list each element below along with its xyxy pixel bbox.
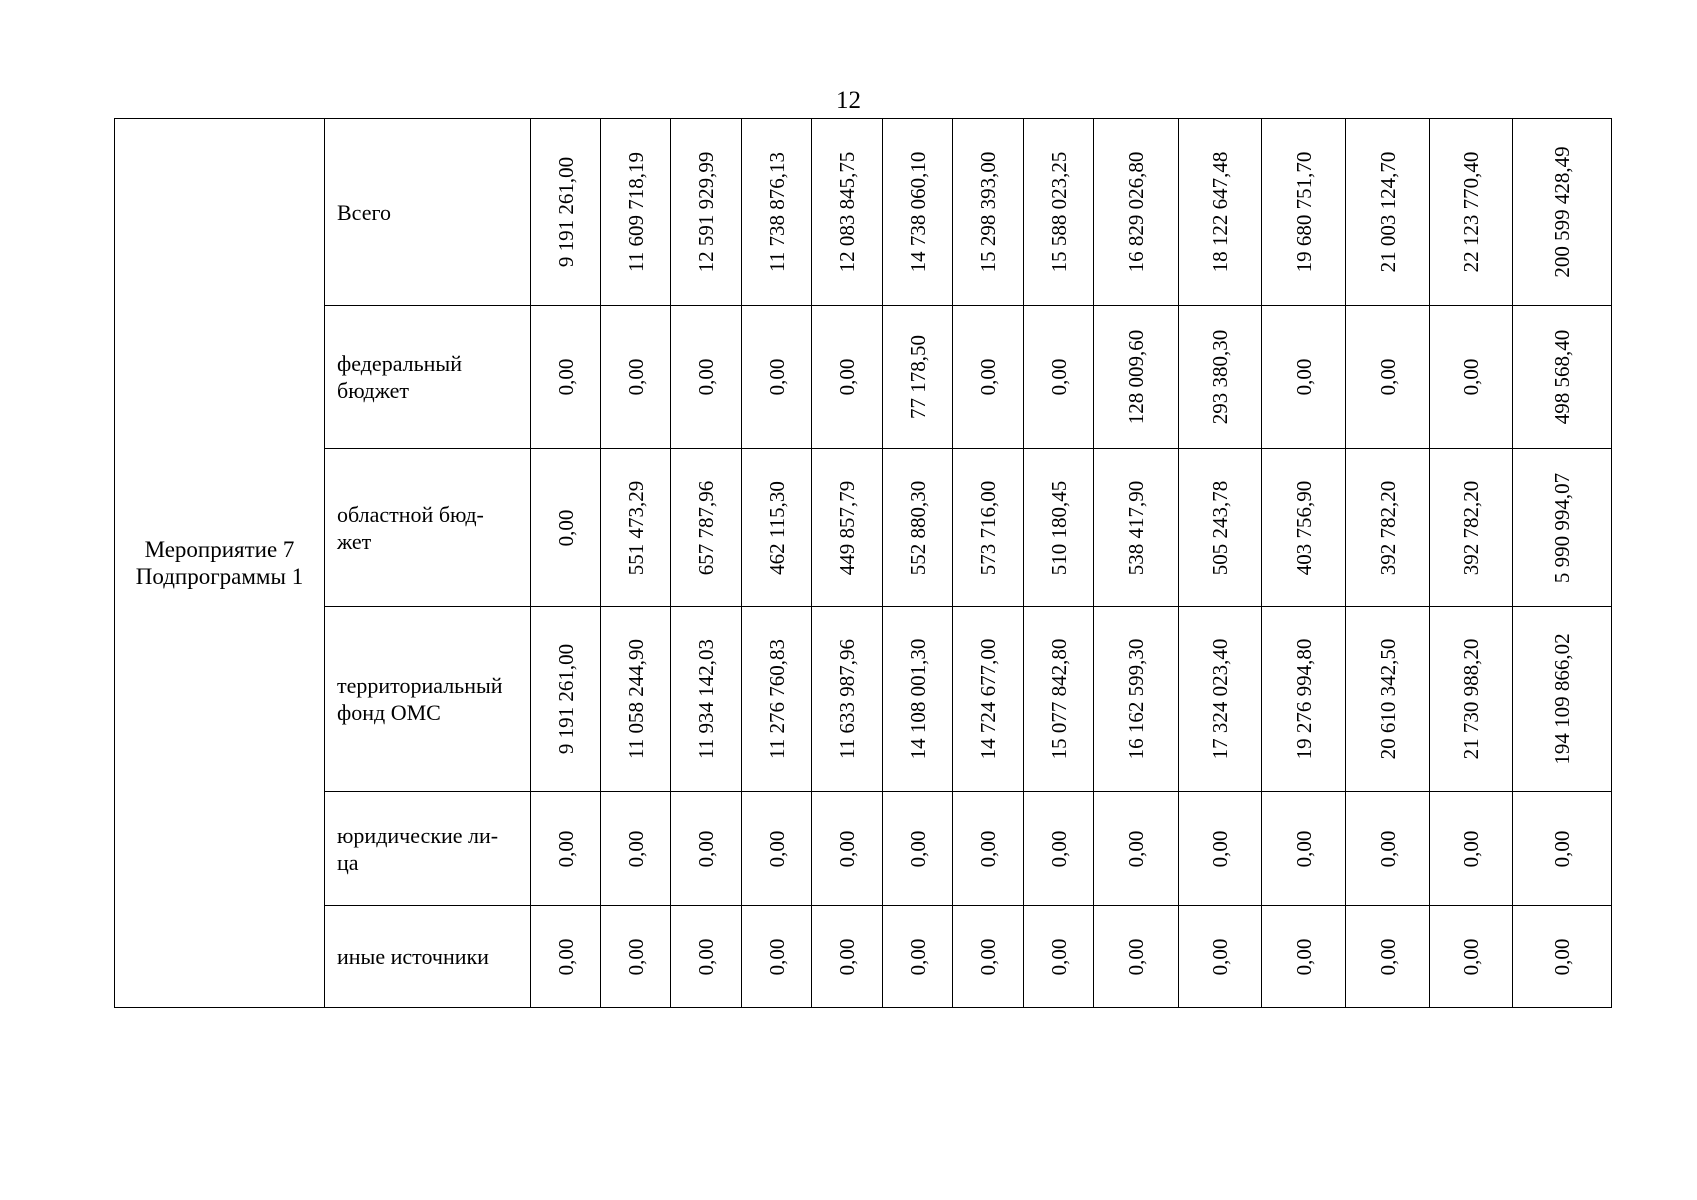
event-name-line: Мероприятие 7 bbox=[144, 537, 295, 562]
amount-cell bbox=[1346, 449, 1430, 607]
event-name-cell bbox=[115, 119, 325, 1008]
amount-cell bbox=[742, 607, 812, 792]
amount-cell bbox=[1179, 449, 1262, 607]
amount-value: 0,00 bbox=[694, 938, 718, 975]
amount-cell bbox=[1513, 607, 1612, 792]
amount-value: 14 724 677,00 bbox=[976, 638, 1000, 760]
amount-cell bbox=[601, 306, 671, 449]
amount-value: 0,00 bbox=[1046, 358, 1071, 396]
funding-source-label: Всего bbox=[337, 199, 391, 225]
table-row bbox=[115, 449, 1612, 607]
amount-cell bbox=[1346, 906, 1430, 1008]
funding-source-cell bbox=[325, 906, 531, 1008]
amount-cell bbox=[883, 792, 953, 906]
amount-value: 0,00 bbox=[623, 938, 648, 975]
amount-cell bbox=[953, 119, 1024, 306]
amount-cell bbox=[1346, 792, 1430, 906]
amount-value: 21 730 988,20 bbox=[1459, 638, 1483, 760]
amount-value: 0,00 bbox=[1550, 938, 1574, 975]
amount-value: 15 298 393,00 bbox=[976, 151, 1000, 273]
amount-cell bbox=[812, 607, 883, 792]
amount-value: 0,00 bbox=[1375, 938, 1400, 975]
amount-cell bbox=[1179, 792, 1262, 906]
table-row bbox=[115, 119, 1612, 306]
amount-value: 9 191 261,00 bbox=[553, 156, 578, 268]
amount-value: 0,00 bbox=[764, 938, 789, 975]
amount-cell bbox=[1346, 306, 1430, 449]
amount-cell bbox=[1513, 906, 1612, 1008]
amount-value: 657 787,96 bbox=[694, 480, 718, 575]
table-row bbox=[115, 306, 1612, 449]
amount-cell bbox=[1262, 906, 1346, 1008]
amount-value: 16 829 026,80 bbox=[1124, 151, 1148, 273]
amount-cell bbox=[883, 906, 953, 1008]
funding-source-label: ца bbox=[337, 849, 359, 875]
amount-value: 0,00 bbox=[835, 938, 859, 975]
amount-value: 0,00 bbox=[553, 509, 578, 546]
amount-cell bbox=[953, 607, 1024, 792]
amount-value: 11 934 142,03 bbox=[694, 639, 718, 759]
amount-cell bbox=[1513, 792, 1612, 906]
amount-value: 0,00 bbox=[1291, 938, 1316, 975]
amount-cell bbox=[1094, 306, 1179, 449]
amount-cell bbox=[1024, 449, 1094, 607]
amount-value: 0,00 bbox=[1124, 830, 1148, 867]
amount-value: 0,00 bbox=[976, 830, 1000, 867]
amount-cell bbox=[1094, 792, 1179, 906]
amount-value: 293 380,30 bbox=[1208, 329, 1232, 425]
amount-value: 14 108 001,30 bbox=[905, 638, 930, 760]
amount-value: 0,00 bbox=[1208, 938, 1232, 975]
table-row bbox=[115, 792, 1612, 906]
amount-value: 573 716,00 bbox=[976, 480, 1000, 575]
amount-cell bbox=[1262, 792, 1346, 906]
amount-value: 0,00 bbox=[1375, 358, 1400, 396]
amount-cell bbox=[953, 306, 1024, 449]
amount-value: 0,00 bbox=[1459, 358, 1483, 396]
amount-value: 0,00 bbox=[553, 938, 578, 975]
amount-value: 11 609 718,19 bbox=[623, 152, 648, 272]
amount-value: 21 003 124,70 bbox=[1375, 151, 1400, 273]
amount-value: 11 058 244,90 bbox=[623, 639, 648, 759]
amount-cell bbox=[1430, 119, 1513, 306]
funding-source-cell bbox=[325, 792, 531, 906]
amount-cell bbox=[1179, 306, 1262, 449]
amount-cell bbox=[601, 792, 671, 906]
amount-value: 505 243,78 bbox=[1208, 480, 1232, 575]
amount-cell bbox=[1513, 119, 1612, 306]
amount-value: 0,00 bbox=[976, 358, 1000, 396]
amount-cell bbox=[953, 906, 1024, 1008]
amount-value: 462 115,30 bbox=[764, 480, 789, 575]
amount-cell bbox=[1430, 607, 1513, 792]
amount-cell bbox=[601, 449, 671, 607]
amount-cell bbox=[1346, 119, 1430, 306]
amount-cell bbox=[1094, 449, 1179, 607]
amount-value: 22 123 770,40 bbox=[1459, 151, 1483, 273]
amount-value: 0,00 bbox=[553, 830, 578, 867]
amount-value: 403 756,90 bbox=[1291, 480, 1316, 575]
funding-source-label: жет bbox=[337, 528, 372, 554]
amount-cell bbox=[1430, 792, 1513, 906]
amount-value: 12 083 845,75 bbox=[835, 151, 859, 273]
amount-value: 20 610 342,50 bbox=[1375, 638, 1400, 760]
amount-value: 0,00 bbox=[835, 358, 859, 396]
amount-value: 11 633 987,96 bbox=[835, 639, 859, 759]
amount-value: 5 990 994,07 bbox=[1550, 472, 1574, 583]
amount-value: 0,00 bbox=[1291, 358, 1316, 396]
amount-cell bbox=[1024, 906, 1094, 1008]
amount-cell bbox=[883, 119, 953, 306]
funding-source-label: фонд ОМС bbox=[337, 700, 441, 725]
amount-value: 77 178,50 bbox=[905, 335, 930, 419]
amount-value: 0,00 bbox=[694, 358, 718, 396]
amount-cell bbox=[1094, 119, 1179, 306]
amount-cell bbox=[1430, 906, 1513, 1008]
amount-cell bbox=[742, 449, 812, 607]
amount-value: 9 191 261,00 bbox=[553, 643, 578, 755]
funding-source-label: юридические ли- bbox=[337, 822, 499, 848]
amount-cell bbox=[812, 906, 883, 1008]
amount-cell bbox=[671, 792, 742, 906]
amount-value: 0,00 bbox=[1046, 830, 1071, 867]
amount-value: 0,00 bbox=[623, 830, 648, 867]
amount-value: 0,00 bbox=[1291, 830, 1316, 867]
amount-value: 0,00 bbox=[764, 830, 789, 867]
amount-value: 11 738 876,13 bbox=[764, 152, 789, 272]
amount-value: 498 568,40 bbox=[1550, 329, 1574, 425]
amount-cell bbox=[883, 306, 953, 449]
amount-cell bbox=[1262, 607, 1346, 792]
amount-value: 18 122 647,48 bbox=[1208, 151, 1232, 273]
amount-value: 551 473,29 bbox=[623, 480, 648, 575]
amount-value: 19 276 994,80 bbox=[1291, 638, 1316, 760]
amount-cell bbox=[531, 449, 601, 607]
amount-value: 0,00 bbox=[1375, 830, 1400, 867]
amount-value: 0,00 bbox=[553, 358, 578, 396]
amount-cell bbox=[1024, 607, 1094, 792]
amount-value: 0,00 bbox=[694, 830, 718, 867]
amount-value: 0,00 bbox=[1208, 830, 1232, 867]
amount-cell bbox=[671, 607, 742, 792]
amount-cell bbox=[531, 906, 601, 1008]
amount-value: 392 782,20 bbox=[1459, 480, 1483, 575]
funding-source-label: областной бюд- bbox=[337, 501, 484, 527]
amount-value: 17 324 023,40 bbox=[1208, 638, 1232, 760]
event-name-line: Подпрограммы 1 bbox=[135, 564, 304, 589]
amount-cell bbox=[742, 119, 812, 306]
amount-cell bbox=[1346, 607, 1430, 792]
amount-value: 552 880,30 bbox=[905, 480, 930, 575]
amount-value: 0,00 bbox=[764, 358, 789, 396]
amount-value: 194 109 866,02 bbox=[1550, 633, 1574, 765]
table-row bbox=[115, 607, 1612, 792]
amount-value: 12 591 929,99 bbox=[694, 151, 718, 273]
funding-table bbox=[114, 118, 1612, 1008]
amount-cell bbox=[1262, 306, 1346, 449]
amount-cell bbox=[601, 906, 671, 1008]
amount-cell bbox=[671, 119, 742, 306]
funding-source-label: бюджет bbox=[337, 378, 409, 403]
amount-cell bbox=[812, 792, 883, 906]
amount-cell bbox=[1430, 306, 1513, 449]
amount-value: 0,00 bbox=[623, 358, 648, 396]
amount-value: 16 162 599,30 bbox=[1124, 638, 1148, 760]
amount-value: 15 588 023,25 bbox=[1046, 151, 1071, 273]
amount-cell bbox=[671, 449, 742, 607]
amount-cell bbox=[1262, 449, 1346, 607]
amount-cell bbox=[812, 119, 883, 306]
amount-value: 449 857,79 bbox=[835, 480, 859, 575]
amount-cell bbox=[1513, 306, 1612, 449]
amount-value: 0,00 bbox=[1459, 938, 1483, 975]
amount-cell bbox=[953, 449, 1024, 607]
amount-cell bbox=[812, 306, 883, 449]
amount-cell bbox=[953, 792, 1024, 906]
amount-value: 510 180,45 bbox=[1046, 480, 1071, 575]
amount-cell bbox=[531, 119, 601, 306]
amount-cell bbox=[671, 906, 742, 1008]
amount-value: 0,00 bbox=[976, 938, 1000, 975]
amount-value: 14 738 060,10 bbox=[905, 151, 930, 273]
amount-cell bbox=[1262, 119, 1346, 306]
amount-cell bbox=[742, 906, 812, 1008]
amount-cell bbox=[531, 607, 601, 792]
table-row bbox=[115, 906, 1612, 1008]
funding-source-label: иные источники bbox=[337, 944, 489, 969]
page-number: 12 bbox=[836, 87, 861, 114]
funding-source-cell bbox=[325, 449, 531, 607]
amount-cell bbox=[1024, 792, 1094, 906]
amount-cell bbox=[601, 607, 671, 792]
amount-cell bbox=[1179, 906, 1262, 1008]
amount-cell bbox=[1513, 449, 1612, 607]
funding-source-cell bbox=[325, 306, 531, 449]
amount-cell bbox=[742, 306, 812, 449]
funding-source-label: федеральный bbox=[337, 351, 462, 376]
amount-cell bbox=[1024, 119, 1094, 306]
amount-cell bbox=[1094, 906, 1179, 1008]
amount-value: 0,00 bbox=[1046, 938, 1071, 975]
amount-cell bbox=[883, 607, 953, 792]
funding-source-cell bbox=[325, 119, 531, 306]
amount-cell bbox=[883, 449, 953, 607]
amount-value: 0,00 bbox=[1124, 938, 1148, 975]
amount-cell bbox=[1179, 119, 1262, 306]
amount-cell bbox=[1430, 449, 1513, 607]
funding-source-cell bbox=[325, 607, 531, 792]
amount-value: 128 009,60 bbox=[1124, 329, 1148, 425]
funding-source-label: территориальный bbox=[337, 673, 503, 698]
amount-cell bbox=[531, 306, 601, 449]
amount-cell bbox=[1024, 306, 1094, 449]
amount-cell bbox=[742, 792, 812, 906]
amount-cell bbox=[671, 306, 742, 449]
amount-value: 0,00 bbox=[905, 830, 930, 867]
amount-value: 11 276 760,83 bbox=[764, 639, 789, 759]
amount-value: 0,00 bbox=[835, 830, 859, 867]
amount-cell bbox=[1179, 607, 1262, 792]
amount-value: 392 782,20 bbox=[1375, 480, 1400, 575]
amount-value: 0,00 bbox=[1550, 830, 1574, 867]
amount-value: 15 077 842,80 bbox=[1046, 638, 1071, 760]
amount-value: 0,00 bbox=[1459, 830, 1483, 867]
amount-cell bbox=[601, 119, 671, 306]
amount-value: 200 599 428,49 bbox=[1550, 146, 1574, 278]
amount-value: 19 680 751,70 bbox=[1291, 151, 1316, 273]
amount-cell bbox=[531, 792, 601, 906]
amount-value: 0,00 bbox=[905, 938, 930, 975]
amount-value: 538 417,90 bbox=[1124, 480, 1148, 575]
amount-cell bbox=[812, 449, 883, 607]
amount-cell bbox=[1094, 607, 1179, 792]
